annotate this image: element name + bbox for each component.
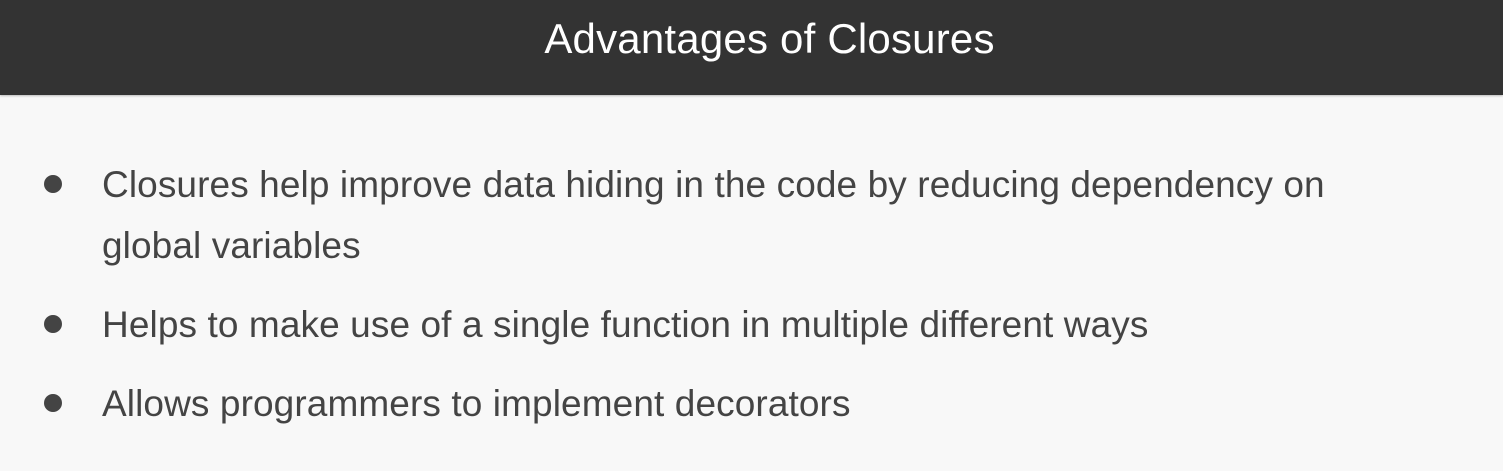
bullet-item-single-function xyxy=(102,294,1148,355)
bullet-text-line: global variables xyxy=(102,225,361,266)
bullet-dot-icon xyxy=(44,175,62,193)
slide-title: Advantages of Closures xyxy=(544,14,995,62)
bullet-text-line: Helps to make use of a single function in multiple different ways xyxy=(102,304,1149,345)
bullet-text-line: Closures help improve data hiding in the code by reducing dependency on xyxy=(102,164,1325,205)
bullet-dot-icon xyxy=(44,394,62,412)
bullet-dot-icon xyxy=(44,315,62,333)
bullet-item-decorators xyxy=(102,373,851,434)
bullet-text-line: Allows programmers to implement decorators xyxy=(102,383,851,424)
bullet-item-data-hiding xyxy=(102,154,1325,276)
